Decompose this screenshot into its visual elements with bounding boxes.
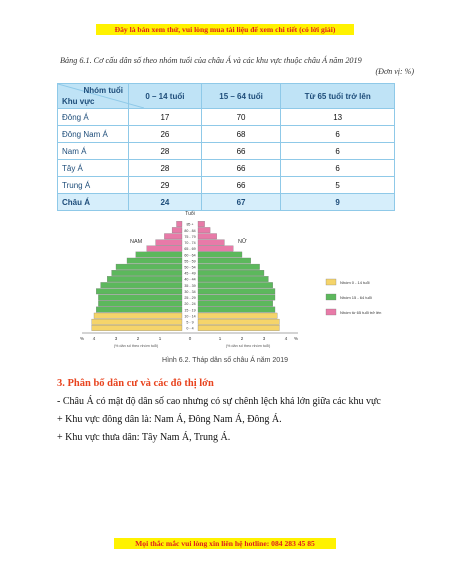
bar-female [198,282,273,288]
bar-female [198,307,275,313]
bar-male [172,227,182,233]
x-tick-label: 0 [188,336,192,341]
bar-male [98,295,182,301]
region-cell: Tây Á [58,160,129,177]
value-cell: 68 [201,126,281,143]
bar-male [107,276,182,282]
bar-female [198,295,275,301]
age-group-label: 20 - 24 [184,302,196,307]
age-group-label: 55 - 59 [184,259,196,264]
column-header: 0 – 14 tuổi [129,84,202,109]
body-line: + Khu vực thưa dân: Tây Nam Á, Trung Á. [57,432,231,443]
x-tick-label: 2 [240,336,244,341]
region-cell: Châu Á [58,194,129,211]
value-cell: 29 [129,177,202,194]
bar-male [96,307,182,313]
x-tick-label: 1 [158,336,162,341]
value-cell: 28 [129,143,202,160]
x-tick-label: 4 [92,336,96,341]
age-group-label: 65 - 69 [184,247,196,252]
table-row [58,143,395,160]
bar-female [198,227,210,233]
bar-female [198,319,279,325]
legend-swatch [326,279,336,285]
corner-top-label: Nhóm tuổi [83,86,123,95]
bar-male [96,289,182,295]
body-line: + Khu vực đông dân là: Nam Á, Đông Nam Á, Đông Á. [57,414,282,425]
x-unit-right: % [294,336,299,341]
body-line: - Châu Á có mật độ dân số cao nhưng có sự chênh lệch khá lớn giữa các khu vực [57,396,381,407]
bar-female [198,301,273,307]
table-caption: Bảng 6.1. Cơ cấu dân số theo nhóm tuổi của châu Á và các khu vực thuộc châu Á năm 2019 [60,56,362,65]
x-tick-label: 2 [136,336,140,341]
value-cell: 9 [281,194,395,211]
table-row [58,109,395,126]
corner-bottom-label: Khu vực [62,97,95,106]
value-cell: 6 [281,126,395,143]
bar-female [198,246,233,252]
table-row [58,177,395,194]
x-tick-label: 1 [218,336,222,341]
value-cell: 24 [129,194,202,211]
age-group-label: 35 - 39 [184,283,196,288]
table-unit: (Đơn vị: %) [375,67,414,76]
age-group-label: 15 - 19 [184,308,196,313]
bar-male [136,252,182,258]
column-header: Từ 65 tuổi trở lên [281,84,395,109]
age-group-label: 45 - 49 [184,271,196,276]
value-cell: 5 [281,177,395,194]
bar-male [94,313,182,319]
bar-female [198,325,279,331]
value-cell: 26 [129,126,202,143]
bar-female [198,221,205,227]
table-corner-cell [58,84,129,109]
x-unit-left: % [80,336,85,341]
legend-swatch [326,309,336,315]
right-axis-label: (% dân số theo nhóm tuổi) [225,344,271,348]
age-group-label: 50 - 54 [184,265,196,270]
bar-male [156,240,182,246]
age-group-label: 5 - 9 [186,320,194,325]
x-tick-label: 3 [262,336,266,341]
figure-caption: Hình 6.2. Tháp dân số châu Á năm 2019 [162,357,288,364]
age-group-label: 10 - 14 [184,314,196,319]
bar-female [198,264,260,270]
value-cell: 13 [281,109,395,126]
bar-female [198,240,224,246]
bar-male [127,258,182,264]
bar-male [92,319,182,325]
value-cell: 66 [201,177,281,194]
value-cell: 66 [201,143,281,160]
chart-title: Tuổi [185,211,195,217]
bar-female [198,252,242,258]
bar-female [198,289,275,295]
region-cell: Đông Á [58,109,129,126]
x-tick-label: 3 [114,336,118,341]
bar-male [177,221,183,227]
bar-female [198,270,264,276]
age-group-label: 80 - 84 [184,228,196,233]
age-group-label: 85 + [186,222,194,227]
x-tick-label: 4 [284,336,288,341]
region-cell: Đông Nam Á [58,126,129,143]
legend-label: Nhóm 15 - 64 tuổi [340,295,372,300]
age-group-label: 0 - 4 [186,326,194,331]
value-cell: 17 [129,109,202,126]
bar-male [112,270,182,276]
hotline-banner: Mọi thắc mắc vui lòng xin liên hệ hotline: 084 283 45 85 [114,538,336,549]
value-cell: 6 [281,160,395,177]
age-group-label: 75 - 79 [184,234,196,239]
section-title: 3. Phân bố dân cư và các đô thị lớn [57,378,214,389]
value-cell: 66 [201,160,281,177]
region-cell: Trung Á [58,177,129,194]
preview-banner: Đây là bản xem thử, vui lòng mua tài liệu để xem chi tiết (có lời giải) [96,24,354,35]
value-cell: 6 [281,143,395,160]
bar-male [92,325,182,331]
series-label-male: NAM [130,239,143,245]
age-group-label: 40 - 44 [184,277,196,282]
value-cell: 70 [201,109,281,126]
bar-male [116,264,182,270]
series-label-female: NỮ [238,239,247,245]
bar-female [198,234,217,240]
value-cell: 28 [129,160,202,177]
population-table [57,83,395,211]
legend-label: Nhóm 0 - 14 tuổi [340,280,370,285]
bar-male [164,234,182,240]
age-group-label: 25 - 29 [184,296,196,301]
age-group-label: 30 - 34 [184,289,196,294]
value-cell: 67 [201,194,281,211]
legend-swatch [326,294,336,300]
age-group-label: 60 - 64 [184,253,196,258]
bar-female [198,258,251,264]
table-row [58,160,395,177]
bar-female [198,313,277,319]
column-header: 15 – 64 tuổi [201,84,281,109]
region-cell: Nam Á [58,143,129,160]
bar-female [198,276,268,282]
age-group-label: 70 - 74 [184,241,196,246]
bar-male [147,246,182,252]
bar-male [101,282,182,288]
legend-label: Nhóm từ 65 tuổi trở lên [340,310,382,315]
left-axis-label: (% dân số theo nhóm tuổi) [113,344,159,348]
table-row [58,126,395,143]
bar-male [98,301,182,307]
population-pyramid-chart [78,205,398,355]
